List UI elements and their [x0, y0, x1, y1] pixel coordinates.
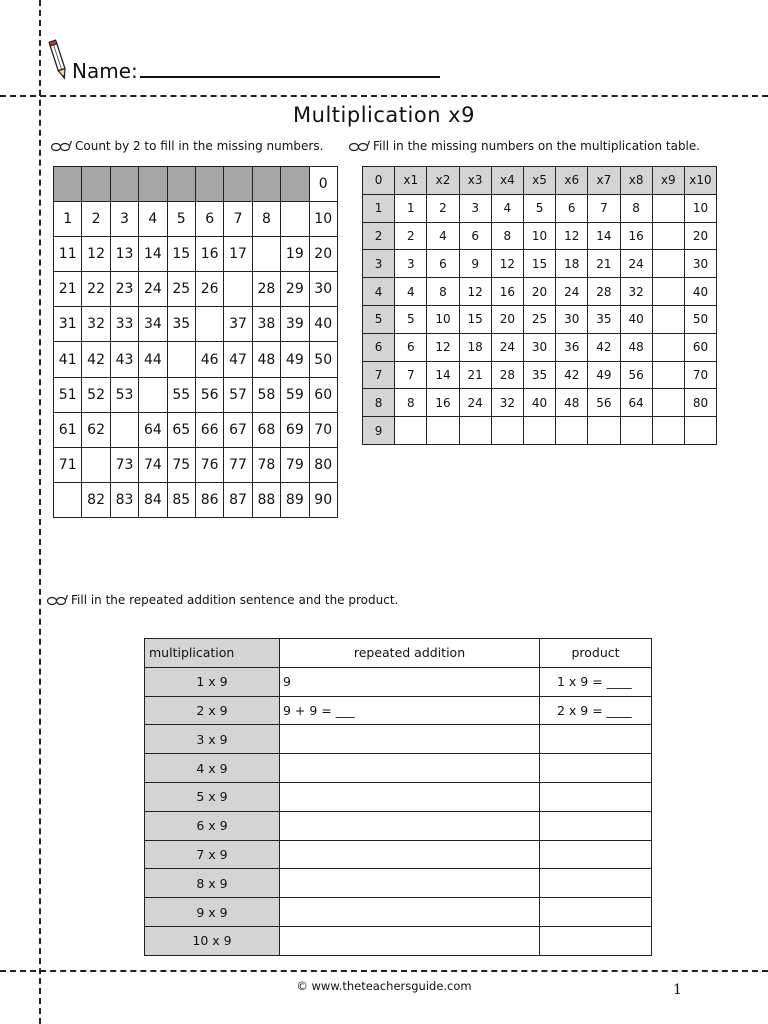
hundreds-row: [54, 237, 338, 272]
shaded-cell: [281, 167, 309, 202]
product-cell: 3: [395, 250, 427, 278]
product-cell: 2: [395, 222, 427, 250]
mult-header-cell: x3: [459, 167, 491, 195]
number-cell: 50: [309, 342, 337, 377]
mult-row: [363, 417, 717, 445]
product-cell[interactable]: [540, 754, 652, 783]
name-row: [48, 38, 440, 82]
product-cell: 48: [556, 389, 588, 417]
product-cell: 49: [588, 361, 620, 389]
mult-header-cell: 0: [363, 167, 395, 195]
name-label: Name:: [72, 59, 138, 83]
product-cell[interactable]: [540, 782, 652, 811]
product-cell: 4: [427, 222, 459, 250]
product-cell: 40: [523, 389, 555, 417]
product-cell: 8: [427, 278, 459, 306]
product-cell[interactable]: [540, 840, 652, 869]
number-cell: 47: [224, 342, 252, 377]
blank-cell[interactable]: [652, 305, 684, 333]
number-cell: 40: [309, 307, 337, 342]
product-cell: 24: [620, 250, 652, 278]
shaded-cell: [139, 167, 167, 202]
blank-cell[interactable]: [652, 278, 684, 306]
hundreds-row: [54, 377, 338, 412]
multiplication-cell: 2 x 9: [145, 696, 280, 725]
mult-row-header: 2: [363, 222, 395, 250]
instruction-text: Fill in the repeated addition sentence and the product.: [71, 593, 399, 607]
product-cell: 20: [684, 222, 716, 250]
product-cell: 42: [556, 361, 588, 389]
shaded-cell: [252, 167, 280, 202]
product-cell[interactable]: [540, 926, 652, 955]
product-cell: 80: [684, 389, 716, 417]
number-cell: 67: [224, 412, 252, 447]
product-cell: 12: [556, 222, 588, 250]
hundreds-row: [54, 167, 338, 202]
product-cell[interactable]: 2 x 9 = ____: [540, 696, 652, 725]
number-cell: 38: [252, 307, 280, 342]
number-cell: 89: [281, 482, 309, 517]
glasses-icon: [348, 140, 370, 152]
number-cell: 23: [110, 272, 138, 307]
number-cell: 8: [252, 202, 280, 237]
product-cell: 12: [427, 333, 459, 361]
addition-row: [145, 926, 652, 955]
product-cell: 18: [556, 250, 588, 278]
number-cell: 65: [167, 412, 195, 447]
mult-row-header: 6: [363, 333, 395, 361]
number-cell: 17: [224, 237, 252, 272]
number-cell: 56: [195, 377, 223, 412]
multiplication-cell: 5 x 9: [145, 782, 280, 811]
number-cell: 52: [82, 377, 110, 412]
product-cell: 24: [459, 389, 491, 417]
addition-row: [145, 840, 652, 869]
product-cell: 16: [427, 389, 459, 417]
number-cell: 73: [110, 447, 138, 482]
product-cell: 50: [684, 305, 716, 333]
product-cell: 24: [491, 333, 523, 361]
number-cell: 43: [110, 342, 138, 377]
product-cell: 7: [395, 361, 427, 389]
mult-row: [363, 222, 717, 250]
repeated-addition-cell[interactable]: [280, 898, 540, 927]
glasses-icon: [46, 594, 68, 606]
addition-row: [145, 754, 652, 783]
blank-cell[interactable]: [556, 417, 588, 445]
blank-cell[interactable]: [195, 307, 223, 342]
product-cell: 30: [684, 250, 716, 278]
number-cell: 25: [167, 272, 195, 307]
hundreds-chart: [53, 166, 338, 518]
repeated-addition-cell[interactable]: [280, 869, 540, 898]
instruction-mult-table: [348, 139, 700, 153]
mult-header-cell: x5: [523, 167, 555, 195]
product-cell: 56: [620, 361, 652, 389]
product-cell: 36: [556, 333, 588, 361]
product-cell: 6: [459, 222, 491, 250]
repeated-addition-cell[interactable]: [280, 840, 540, 869]
multiplication-cell: 9 x 9: [145, 898, 280, 927]
number-cell: 85: [167, 482, 195, 517]
number-cell: 20: [309, 237, 337, 272]
blank-cell[interactable]: [523, 417, 555, 445]
product-cell: 48: [620, 333, 652, 361]
number-cell: 0: [309, 167, 337, 202]
number-cell: 24: [139, 272, 167, 307]
blank-cell[interactable]: [652, 417, 684, 445]
product-cell: 5: [395, 305, 427, 333]
mult-header-cell: x6: [556, 167, 588, 195]
mult-header-cell: x2: [427, 167, 459, 195]
number-cell: 15: [167, 237, 195, 272]
number-cell: 29: [281, 272, 309, 307]
mult-header-cell: x10: [684, 167, 716, 195]
shaded-cell: [110, 167, 138, 202]
number-cell: 39: [281, 307, 309, 342]
product-cell: 10: [684, 194, 716, 222]
mult-row-header: 3: [363, 250, 395, 278]
product-cell[interactable]: [540, 811, 652, 840]
product-cell[interactable]: 1 x 9 = ____: [540, 667, 652, 696]
product-cell: 20: [491, 305, 523, 333]
mult-header-cell: x7: [588, 167, 620, 195]
number-cell: 71: [54, 447, 82, 482]
instruction-text: Count by 2 to fill in the missing numbers.: [75, 139, 324, 153]
blank-cell[interactable]: [652, 389, 684, 417]
number-cell: 10: [309, 202, 337, 237]
addition-row: [145, 869, 652, 898]
number-cell: 82: [82, 482, 110, 517]
blank-cell[interactable]: [82, 447, 110, 482]
blank-cell[interactable]: [588, 417, 620, 445]
product-cell: 40: [684, 278, 716, 306]
product-cell: 32: [620, 278, 652, 306]
number-cell: 1: [54, 202, 82, 237]
number-cell: 14: [139, 237, 167, 272]
number-cell: 37: [224, 307, 252, 342]
product-cell: 6: [395, 333, 427, 361]
hundreds-row: [54, 272, 338, 307]
product-cell: 40: [620, 305, 652, 333]
product-cell: 4: [491, 194, 523, 222]
blank-cell[interactable]: [620, 417, 652, 445]
hundreds-row: [54, 482, 338, 517]
product-cell: 12: [459, 278, 491, 306]
number-cell: 19: [281, 237, 309, 272]
mult-row: [363, 361, 717, 389]
number-cell: 6: [195, 202, 223, 237]
product-cell: 35: [523, 361, 555, 389]
instruction-count-by-2: [50, 139, 323, 153]
product-cell: 21: [588, 250, 620, 278]
number-cell: 49: [281, 342, 309, 377]
addition-row: [145, 696, 652, 725]
multiplication-cell: 4 x 9: [145, 754, 280, 783]
number-cell: 32: [82, 307, 110, 342]
number-cell: 44: [139, 342, 167, 377]
product-cell: 7: [588, 194, 620, 222]
product-cell: 5: [523, 194, 555, 222]
mult-row-header: 9: [363, 417, 395, 445]
blank-cell[interactable]: [684, 417, 716, 445]
product-cell[interactable]: [540, 869, 652, 898]
product-cell: 16: [620, 222, 652, 250]
number-cell: 75: [167, 447, 195, 482]
number-cell: 5: [167, 202, 195, 237]
name-input-line[interactable]: [140, 76, 440, 78]
header-repeated-addition: repeated addition: [280, 639, 540, 668]
number-cell: 74: [139, 447, 167, 482]
multiplication-cell: 6 x 9: [145, 811, 280, 840]
repeated-addition-cell[interactable]: [280, 754, 540, 783]
top-cut-line: [0, 95, 768, 97]
repeated-addition-cell[interactable]: 9 + 9 = ___: [280, 696, 540, 725]
number-cell: 42: [82, 342, 110, 377]
hundreds-row: [54, 412, 338, 447]
shaded-cell: [82, 167, 110, 202]
addition-header-row: [145, 639, 652, 668]
number-cell: 62: [82, 412, 110, 447]
number-cell: 16: [195, 237, 223, 272]
blank-cell[interactable]: [652, 333, 684, 361]
blank-cell[interactable]: [652, 222, 684, 250]
number-cell: 78: [252, 447, 280, 482]
shaded-cell: [54, 167, 82, 202]
product-cell: 16: [491, 278, 523, 306]
blank-cell[interactable]: [54, 482, 82, 517]
multiplication-table: [362, 166, 717, 445]
product-cell: 3: [459, 194, 491, 222]
mult-header-cell: x1: [395, 167, 427, 195]
repeated-addition-cell[interactable]: [280, 725, 540, 754]
product-cell: 6: [427, 250, 459, 278]
addition-row: [145, 667, 652, 696]
mult-row-header: 4: [363, 278, 395, 306]
instruction-repeated-addition: [46, 593, 398, 607]
product-cell: 28: [588, 278, 620, 306]
product-cell: 21: [459, 361, 491, 389]
product-cell: 18: [459, 333, 491, 361]
hundreds-row: [54, 447, 338, 482]
product-cell: 30: [523, 333, 555, 361]
number-cell: 21: [54, 272, 82, 307]
number-cell: 79: [281, 447, 309, 482]
product-cell: 24: [556, 278, 588, 306]
product-cell: 20: [523, 278, 555, 306]
mult-row-header: 8: [363, 389, 395, 417]
product-cell: 14: [588, 222, 620, 250]
product-cell: 42: [588, 333, 620, 361]
number-cell: 51: [54, 377, 82, 412]
blank-cell[interactable]: [252, 237, 280, 272]
mult-row-header: 7: [363, 361, 395, 389]
mult-row: [363, 194, 717, 222]
number-cell: 26: [195, 272, 223, 307]
product-cell: 8: [491, 222, 523, 250]
number-cell: 22: [82, 272, 110, 307]
product-cell: 12: [491, 250, 523, 278]
number-cell: 64: [139, 412, 167, 447]
product-cell: 10: [427, 305, 459, 333]
number-cell: 55: [167, 377, 195, 412]
product-cell: 10: [523, 222, 555, 250]
number-cell: 80: [309, 447, 337, 482]
number-cell: 28: [252, 272, 280, 307]
product-cell: 64: [620, 389, 652, 417]
blank-cell[interactable]: [281, 202, 309, 237]
number-cell: 33: [110, 307, 138, 342]
mult-header-cell: x4: [491, 167, 523, 195]
number-cell: 66: [195, 412, 223, 447]
addition-row: [145, 898, 652, 927]
number-cell: 59: [281, 377, 309, 412]
number-cell: 87: [224, 482, 252, 517]
product-cell: 56: [588, 389, 620, 417]
product-cell[interactable]: [540, 725, 652, 754]
multiplication-cell: 3 x 9: [145, 725, 280, 754]
shaded-cell: [195, 167, 223, 202]
bottom-cut-line: [0, 970, 768, 972]
product-cell: 60: [684, 333, 716, 361]
blank-cell[interactable]: [427, 417, 459, 445]
shaded-cell: [167, 167, 195, 202]
repeated-addition-cell[interactable]: 9: [280, 667, 540, 696]
product-cell: 8: [620, 194, 652, 222]
number-cell: 3: [110, 202, 138, 237]
mult-row-header: 5: [363, 305, 395, 333]
product-cell: 25: [523, 305, 555, 333]
number-cell: 31: [54, 307, 82, 342]
mult-header-row: [363, 167, 717, 195]
product-cell: 4: [395, 278, 427, 306]
number-cell: 60: [309, 377, 337, 412]
repeated-addition-cell[interactable]: [280, 811, 540, 840]
mult-header-cell: x9: [652, 167, 684, 195]
mult-header-cell: x8: [620, 167, 652, 195]
number-cell: 53: [110, 377, 138, 412]
product-cell: 2: [427, 194, 459, 222]
number-cell: 12: [82, 237, 110, 272]
number-cell: 4: [139, 202, 167, 237]
number-cell: 35: [167, 307, 195, 342]
number-cell: 13: [110, 237, 138, 272]
shaded-cell: [224, 167, 252, 202]
product-cell: 35: [588, 305, 620, 333]
addition-row: [145, 725, 652, 754]
product-cell: 32: [491, 389, 523, 417]
addition-row: [145, 811, 652, 840]
multiplication-cell: 8 x 9: [145, 869, 280, 898]
multiplication-cell: 1 x 9: [145, 667, 280, 696]
number-cell: 84: [139, 482, 167, 517]
product-cell: 30: [556, 305, 588, 333]
repeated-addition-cell[interactable]: [280, 782, 540, 811]
multiplication-cell: 10 x 9: [145, 926, 280, 955]
hundreds-row: [54, 342, 338, 377]
product-cell: 9: [459, 250, 491, 278]
multiplication-cell: 7 x 9: [145, 840, 280, 869]
blank-cell[interactable]: [395, 417, 427, 445]
mult-row: [363, 278, 717, 306]
number-cell: 90: [309, 482, 337, 517]
mult-row: [363, 333, 717, 361]
number-cell: 46: [195, 342, 223, 377]
blank-cell[interactable]: [652, 194, 684, 222]
product-cell: 28: [491, 361, 523, 389]
hundreds-row: [54, 307, 338, 342]
page-title: Multiplication x9: [293, 103, 475, 127]
number-cell: 41: [54, 342, 82, 377]
vertical-cut-line: [39, 0, 41, 1024]
number-cell: 7: [224, 202, 252, 237]
blank-cell[interactable]: [224, 272, 252, 307]
product-cell: 70: [684, 361, 716, 389]
blank-cell[interactable]: [459, 417, 491, 445]
blank-cell[interactable]: [491, 417, 523, 445]
copyright-footer: © www.theteachersguide.com: [296, 979, 472, 993]
number-cell: 61: [54, 412, 82, 447]
number-cell: 77: [224, 447, 252, 482]
number-cell: 86: [195, 482, 223, 517]
hundreds-row: [54, 202, 338, 237]
number-cell: 57: [224, 377, 252, 412]
blank-cell[interactable]: [110, 412, 138, 447]
product-cell: 1: [395, 194, 427, 222]
product-cell: 15: [523, 250, 555, 278]
mult-row: [363, 250, 717, 278]
number-cell: 2: [82, 202, 110, 237]
product-cell: 6: [556, 194, 588, 222]
page-number: 1: [673, 982, 682, 998]
blank-cell[interactable]: [652, 361, 684, 389]
product-cell: 15: [459, 305, 491, 333]
mult-row: [363, 305, 717, 333]
number-cell: 88: [252, 482, 280, 517]
blank-cell[interactable]: [139, 377, 167, 412]
product-cell[interactable]: [540, 898, 652, 927]
number-cell: 76: [195, 447, 223, 482]
repeated-addition-table: [144, 638, 652, 956]
number-cell: 68: [252, 412, 280, 447]
number-cell: 48: [252, 342, 280, 377]
number-cell: 69: [281, 412, 309, 447]
number-cell: 83: [110, 482, 138, 517]
number-cell: 30: [309, 272, 337, 307]
glasses-icon: [50, 140, 72, 152]
instruction-text: Fill in the missing numbers on the multiplication table.: [373, 139, 701, 153]
product-cell: 8: [395, 389, 427, 417]
number-cell: 34: [139, 307, 167, 342]
header-multiplication: multiplication: [145, 639, 280, 668]
pencil-icon: [48, 38, 70, 82]
number-cell: 11: [54, 237, 82, 272]
blank-cell[interactable]: [652, 250, 684, 278]
addition-row: [145, 782, 652, 811]
number-cell: 70: [309, 412, 337, 447]
mult-row-header: 1: [363, 194, 395, 222]
mult-row: [363, 389, 717, 417]
repeated-addition-cell[interactable]: [280, 926, 540, 955]
header-product: product: [540, 639, 652, 668]
product-cell: 14: [427, 361, 459, 389]
number-cell: 58: [252, 377, 280, 412]
blank-cell[interactable]: [167, 342, 195, 377]
